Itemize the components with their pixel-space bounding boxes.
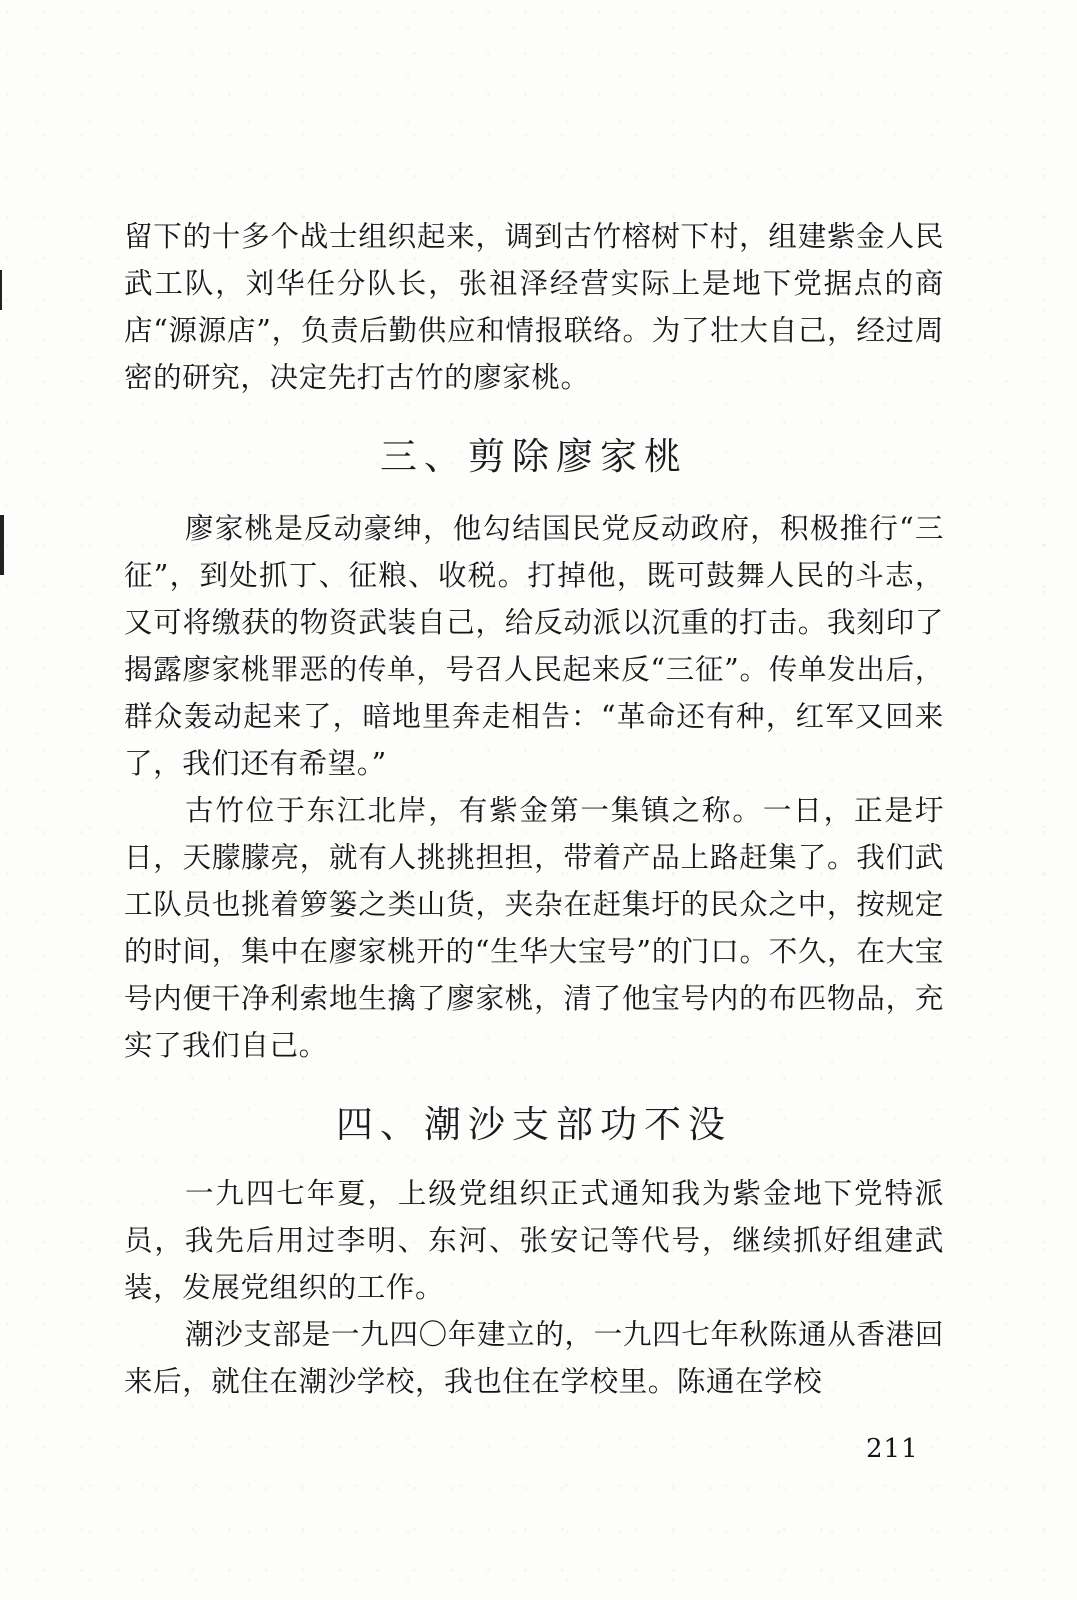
- paragraph-continued: 留下的十多个战士组织起来，调到古竹榕树下村，组建紫金人民武工队，刘华任分队长，张祖泽经营实际上是地下党据点的商店“源源店”，负责后勤供应和情报联络。为了壮大自己，经过周密的研究，决定先打古竹的廖家桃。: [124, 220, 944, 394]
- continued-text-block: [124, 213, 944, 401]
- paragraph: 古竹位于东江北岸，有紫金第一集镇之称。一日，正是圩日，天朦朦亮，就有人挑挑担担，带着产品上路赶集了。我们武工队员也挑着箩篓之类山货，夹杂在赶集圩的民众之中，按规定的时间，集中在廖家桃开的“生华大宝号”的门口。不久，在大宝号内便干净利索地生擒了廖家桃，清了他宝号内的布匹物品，充实了我们自己。: [124, 794, 944, 1062]
- section-3-body: [124, 505, 944, 1069]
- page-number: 211: [866, 1434, 919, 1464]
- section-heading-3: 三、剪除廖家桃: [380, 435, 688, 478]
- scan-edge-mark: [0, 270, 2, 310]
- paragraph: 潮沙支部是一九四〇年建立的，一九四七年秋陈通从香港回来后，就住在潮沙学校，我也住在学校里。陈通在学校: [124, 1318, 944, 1398]
- paragraph: 一九四七年夏，上级党组织正式通知我为紫金地下党特派员，我先后用过李明、东河、张安记等代号，继续抓好组建武装，发展党组织的工作。: [124, 1177, 944, 1304]
- section-4-body: [124, 1170, 944, 1405]
- paragraph: 廖家桃是反动豪绅，他勾结国民党反动政府，积极推行“三征”，到处抓丁、征粮、收税。打掉他，既可鼓舞人民的斗志，又可将缴获的物资武装自己，给反动派以沉重的打击。我刻印了揭露廖家桃罪恶的传单，号召人民起来反“三征”。传单发出后，群众轰动起来了，暗地里奔走相告：“革命还有种，红军又回来了，我们还有希望。”: [124, 512, 944, 780]
- section-heading-4: 四、潮沙支部功不没: [336, 1103, 732, 1146]
- scan-edge-mark: [0, 515, 4, 575]
